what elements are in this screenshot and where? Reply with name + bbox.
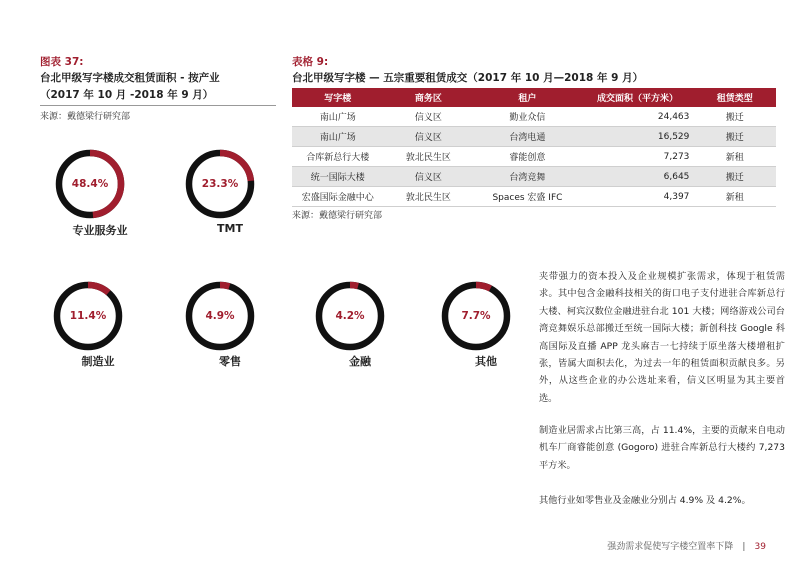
table-header-row (292, 88, 776, 107)
cell-building: 合库新总行大楼 (292, 147, 384, 167)
cell-area: 16,529 (582, 127, 694, 147)
cell-tenant: 台湾电通 (473, 127, 581, 147)
donut-chart (183, 279, 257, 353)
cell-lease-type: 搬迁 (693, 127, 776, 147)
donut-value: 23.3% (201, 178, 239, 190)
footer-title: 强劲需求促使写字楼空置率下降 (607, 542, 734, 552)
page-number: 39 (754, 542, 766, 552)
cell-district: 信义区 (384, 167, 474, 187)
cell-lease-type: 新租 (693, 147, 776, 167)
header-tenant: 租户 (473, 88, 581, 107)
figure-title-line1: 台北甲级写字楼成交租赁面积 - 按产业 (40, 72, 220, 84)
cell-building: 宏盛国际金融中心 (292, 187, 384, 207)
cell-building: 南山广场 (292, 127, 384, 147)
cell-tenant: Spaces 宏盛 IFC (473, 187, 581, 207)
table-row (292, 187, 776, 207)
cell-tenant: 台湾竞舞 (473, 167, 581, 187)
cell-lease-type: 新租 (693, 187, 776, 207)
header-district: 商务区 (384, 88, 474, 107)
cell-district: 敦北民生区 (384, 147, 474, 167)
figure-title-line2: （2017 年 10 月 -2018 年 9 月） (40, 89, 214, 101)
body-paragraph-1: 夹带强力的资本投入及企业规模扩张需求，体现于租赁需求。其中包含金融科技相关的街口电子支付进驻合库新总行大楼、柯宾汉数位金融进驻台北 101 大楼；网络游戏公司台湾竞舞娱乐总部搬迁至统一国际大楼；新创科技 Google 科高国际及直播 APP 龙头麻吉一七持续于原坐落大楼增租扩张，皆属大面积去化，为过去一年的租赁面积贡献良多。另外，从这些企业的办公选址来看，信义区明显为其主要首选。 (539, 271, 785, 404)
table-row (292, 127, 776, 147)
cell-building: 南山广场 (292, 107, 384, 127)
donut-label: TMT (217, 222, 243, 235)
cell-tenant: 睿能创意 (473, 147, 581, 167)
cell-area: 4,397 (582, 187, 694, 207)
cell-lease-type: 搬迁 (693, 107, 776, 127)
donut-label: 制造业 (81, 355, 115, 368)
cell-area: 24,463 (582, 107, 694, 127)
donut-label: 零售 (219, 355, 241, 368)
header-area: 成交面积（平方米） (582, 88, 694, 107)
donut-value: 7.7% (461, 310, 491, 322)
table-label: 表格 9: (292, 56, 329, 68)
cell-district: 信义区 (384, 127, 474, 147)
body-paragraph-3: 其他行业如零售业及金融业分别占 4.9% 及 4.2%。 (539, 495, 751, 506)
donut-chart (183, 147, 257, 221)
table-title: 台北甲级写字楼 — 五宗重要租赁成交（2017 年 10 月—2018 年 9 月） (292, 72, 644, 84)
donut-label: 金融 (349, 355, 371, 368)
page-footer (607, 534, 766, 553)
cell-tenant: 勤业众信 (473, 107, 581, 127)
cell-area: 6,645 (582, 167, 694, 187)
donut-value: 11.4% (69, 310, 107, 322)
table-source: 来源：戴德梁行研究部 (292, 211, 383, 221)
footer-separator: | (742, 542, 746, 552)
cell-area: 7,273 (582, 147, 694, 167)
donut-label: 专业服务业 (72, 224, 128, 237)
donut-value: 48.4% (71, 178, 109, 190)
table-row (292, 147, 776, 167)
donut-value: 4.9% (205, 310, 235, 322)
donut-chart (53, 147, 127, 221)
cell-building: 统一国际大楼 (292, 167, 384, 187)
figure-label: 图表 37: (40, 56, 84, 68)
figure-source: 来源：戴德梁行研究部 (40, 112, 131, 122)
donut-chart (51, 279, 125, 353)
cell-district: 敦北民生区 (384, 187, 474, 207)
figure-divider (40, 105, 276, 106)
donut-chart (439, 279, 513, 353)
table-row (292, 167, 776, 187)
table-row (292, 107, 776, 127)
header-lease-type: 租赁类型 (693, 88, 776, 107)
donut-chart (313, 279, 387, 353)
donut-value: 4.2% (335, 310, 365, 322)
lease-table-wrapper (292, 88, 776, 207)
body-paragraph-2: 制造业居需求占比第三高，占 11.4%，主要的贡献来自电动机车厂商睿能创意 (Gogoro) 进驻合库新总行大楼约 7,273 平方米。 (539, 425, 785, 471)
header-building: 写字楼 (292, 88, 384, 107)
lease-table (292, 88, 776, 207)
donut-label: 其他 (475, 355, 497, 368)
cell-lease-type: 搬迁 (693, 167, 776, 187)
cell-district: 信义区 (384, 107, 474, 127)
